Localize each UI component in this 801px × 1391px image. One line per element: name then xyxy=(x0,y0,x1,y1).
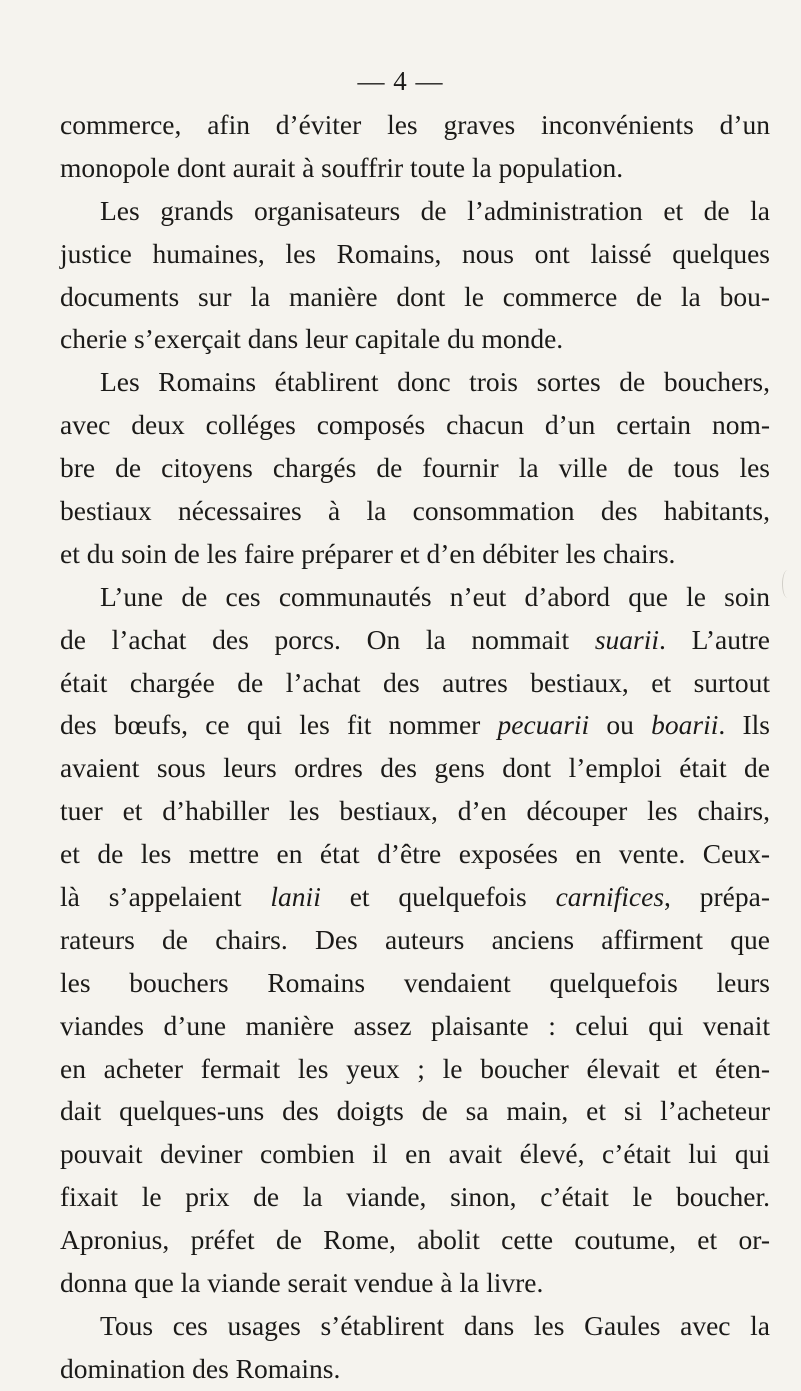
text-line: commerce, afin d’éviter les graves inconvénients d’un xyxy=(60,109,770,140)
text-line: des bœufs, ce qui les fit nommer pecuarii ou boarii. Ils xyxy=(60,709,771,741)
text-line: et du soin de les faire préparer et d’en débiter les chairs. xyxy=(60,537,676,569)
text-line: dait quelques-uns des doigts de sa main, et si l’acheteur xyxy=(60,1095,770,1127)
latin-term: suarii xyxy=(594,623,660,655)
latin-term: boarii xyxy=(651,709,719,741)
text-line: là s’appelaient lanii et quelquefois carnifices, prépa- xyxy=(60,881,770,913)
text-line: était chargée de l’achat des autres bestiaux, et surtout xyxy=(60,666,770,698)
latin-term: lanii xyxy=(270,881,321,913)
text-line: de l’achat des porcs. On la nommait suarii. L’autre xyxy=(60,623,770,655)
page-number: — 4 — xyxy=(357,66,444,96)
paragraph-start-line: Les Romains établirent donc trois sortes de bouchers, xyxy=(100,366,770,398)
text-line: documents sur la manière dont le commerce de la bou- xyxy=(60,280,770,312)
text-line: cherie s’exerçait dans leur capitale du monde. xyxy=(60,323,564,355)
text-line: pouvait deviner combien il en avait élevé, c’était lui qui xyxy=(60,1138,770,1170)
text-line: domination des Romains. xyxy=(60,1352,341,1384)
text-line: avaient sous leurs ordres des gens dont l’emploi était de xyxy=(60,752,770,784)
text-line: et de les mettre en état d’être exposées en vente. Ceux- xyxy=(60,838,770,870)
text-line: en acheter fermait les yeux ; le boucher élevait et éten- xyxy=(60,1052,770,1084)
text-line: fixait le prix de la viande, sinon, c’était le boucher. xyxy=(60,1181,770,1213)
paragraph-start-line: Tous ces usages s’établirent dans les Gaules avec la xyxy=(100,1309,770,1341)
text-line: justice humaines, les Romains, nous ont laissé quelques xyxy=(60,237,770,269)
latin-term: carnifices xyxy=(555,881,665,913)
text-line: bestiaux nécessaires à la consommation des habitants, xyxy=(60,495,770,527)
paragraph-start-line: Les grands organisateurs de l’administration et de la xyxy=(100,194,770,226)
paper-mark xyxy=(782,570,793,598)
text-line: Apronius, préfet de Rome, abolit cette coutume, et or- xyxy=(60,1224,770,1256)
latin-term: pecuarii xyxy=(497,709,590,741)
body-text xyxy=(60,104,770,1391)
text-line: rateurs de chairs. Des auteurs anciens affirment que xyxy=(60,923,770,955)
text-line: donna que la viande serait vendue à la livre. xyxy=(60,1267,544,1299)
text-line: les bouchers Romains vendaient quelquefois leurs xyxy=(60,966,770,998)
text-line: avec deux colléges composés chacun d’un certain nom- xyxy=(60,409,770,441)
paragraph-start-line: L’une de ces communautés n’eut d’abord que le soin xyxy=(100,580,770,612)
text-line: viandes d’une manière assez plaisante : celui qui venait xyxy=(60,1009,770,1041)
text-line: monopole dont aurait à souffrir toute la population. xyxy=(60,151,624,183)
text-line: tuer et d’habiller les bestiaux, d’en découper les chairs, xyxy=(60,795,770,827)
text-line: bre de citoyens chargés de fournir la ville de tous les xyxy=(60,452,770,484)
